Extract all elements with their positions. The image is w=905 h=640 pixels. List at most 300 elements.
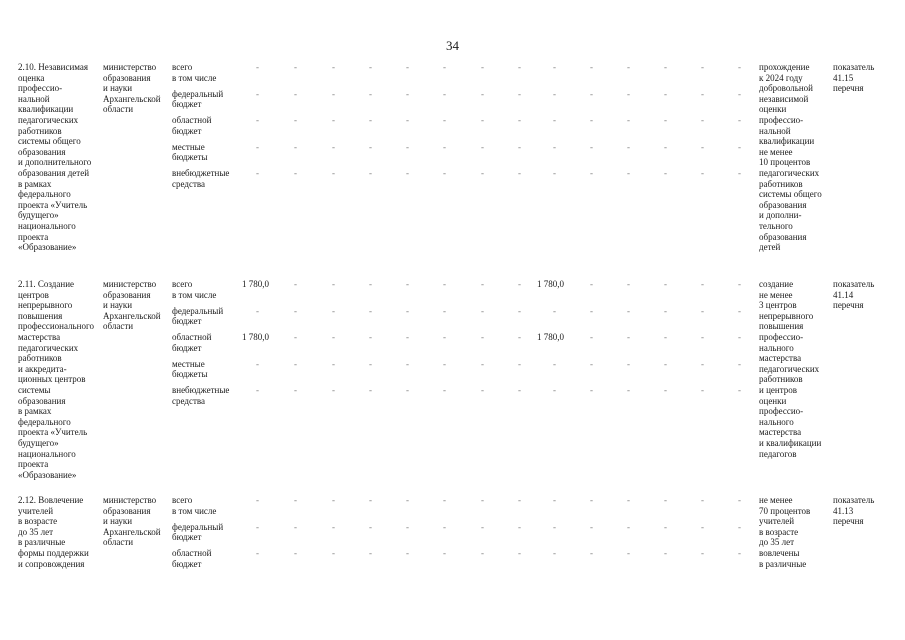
empty-amount-cell: - xyxy=(406,385,409,395)
empty-amount-cell: - xyxy=(553,385,556,395)
empty-amount-cell: - xyxy=(443,62,446,72)
empty-amount-cell: - xyxy=(332,385,335,395)
empty-amount-cell: - xyxy=(294,305,297,316)
funding-source-label-line: в том числе xyxy=(172,72,217,83)
empty-amount-cell: - xyxy=(664,62,667,72)
empty-amount-cell: - xyxy=(294,279,297,289)
funding-source-label-line: областной xyxy=(172,332,212,342)
event-name-line: 2.12. Вовлечение xyxy=(18,495,84,505)
empty-amount-cell: - xyxy=(481,305,484,316)
result-line: детей xyxy=(759,242,781,253)
empty-amount-cell: - xyxy=(590,495,593,505)
indicator-ref xyxy=(833,279,893,311)
result-line: образования xyxy=(759,199,807,210)
result-line: и дополни- xyxy=(759,210,802,221)
empty-amount-cell: - xyxy=(256,521,259,532)
empty-amount-cell: - xyxy=(332,62,335,72)
empty-amount-cell: - xyxy=(443,88,446,99)
empty-amount-cell: - xyxy=(553,141,556,152)
funding-source-label-line: бюджет xyxy=(172,316,202,327)
funding-source-label-line: бюджет xyxy=(172,342,202,353)
empty-amount-cell: - xyxy=(553,358,556,369)
amount-cell: 1 780,0 xyxy=(242,279,269,289)
result-line: нальной xyxy=(759,125,791,136)
funding-source-label-line: внебюджетные xyxy=(172,168,230,178)
empty-amount-cell: - xyxy=(738,141,741,152)
empty-amount-cell: - xyxy=(294,358,297,369)
event-name-line: 2.10. Независимая xyxy=(18,62,89,72)
result-line: педагогических xyxy=(759,167,820,178)
result-line: 3 центров xyxy=(759,300,797,311)
funding-source-label xyxy=(172,279,238,300)
event-name-line: профессионального xyxy=(18,321,94,332)
empty-amount-cell: - xyxy=(664,548,667,558)
funding-source-label xyxy=(172,306,238,327)
result-line: 70 процентов xyxy=(759,505,811,516)
empty-amount-cell: - xyxy=(256,62,259,72)
empty-amount-cell: - xyxy=(481,62,484,72)
funding-source-label-line: бюджет xyxy=(172,125,202,136)
result-line: педагогов xyxy=(759,448,797,459)
empty-amount-cell: - xyxy=(627,548,630,558)
empty-amount-cell: - xyxy=(332,332,335,342)
empty-amount-cell: - xyxy=(627,88,630,99)
result-line: создание xyxy=(759,279,794,289)
funding-source-label xyxy=(172,115,238,136)
result-line: мастерства xyxy=(759,353,802,364)
empty-amount-cell: - xyxy=(664,521,667,532)
funding-source-label-line: бюджет xyxy=(172,532,202,543)
empty-amount-cell: - xyxy=(518,168,521,178)
event-name-line: работников xyxy=(18,125,62,136)
event-name-line: нальной xyxy=(18,93,50,104)
empty-amount-cell: - xyxy=(518,385,521,395)
funding-source-label-line: областной xyxy=(172,115,212,125)
empty-amount-cell: - xyxy=(256,88,259,99)
empty-amount-cell: - xyxy=(590,358,593,369)
empty-amount-cell: - xyxy=(443,358,446,369)
event-name-line: «Образование» xyxy=(18,242,77,253)
empty-amount-cell: - xyxy=(627,279,630,289)
event-name-line: непрерывного xyxy=(18,300,73,311)
empty-amount-cell: - xyxy=(443,115,446,125)
empty-amount-cell: - xyxy=(481,495,484,505)
empty-amount-cell: - xyxy=(481,385,484,395)
funding-source-label-line: бюджеты xyxy=(172,152,208,163)
empty-amount-cell: - xyxy=(664,168,667,178)
empty-amount-cell: - xyxy=(443,168,446,178)
empty-amount-cell: - xyxy=(738,548,741,558)
executor-line: образования xyxy=(103,505,151,516)
event-name-line: ционных центров xyxy=(18,374,86,385)
event-name-line: «Образование» xyxy=(18,469,77,480)
empty-amount-cell: - xyxy=(553,521,556,532)
empty-amount-cell: - xyxy=(256,168,259,178)
event-name-line: национального xyxy=(18,448,76,459)
empty-amount-cell: - xyxy=(738,521,741,532)
empty-amount-cell: - xyxy=(627,495,630,505)
indicator-line: перечня xyxy=(833,300,864,311)
empty-amount-cell: - xyxy=(332,548,335,558)
event-name-line: и дополнительного xyxy=(18,157,92,168)
event-name-line: федерального xyxy=(18,416,71,427)
funding-source-label xyxy=(172,359,238,380)
expected-result xyxy=(759,495,831,569)
empty-amount-cell: - xyxy=(406,115,409,125)
funding-source-label-line: средства xyxy=(172,395,206,406)
funding-source-label xyxy=(172,522,238,543)
empty-amount-cell: - xyxy=(701,305,704,316)
empty-amount-cell: - xyxy=(294,115,297,125)
result-line: непрерывного xyxy=(759,310,814,321)
funding-source-label xyxy=(172,548,238,569)
empty-amount-cell: - xyxy=(590,305,593,316)
funding-source-label-line: областной xyxy=(172,548,212,558)
empty-amount-cell: - xyxy=(701,168,704,178)
empty-amount-cell: - xyxy=(294,62,297,72)
funding-source-label-line: бюджет xyxy=(172,99,202,110)
empty-amount-cell: - xyxy=(553,168,556,178)
empty-amount-cell: - xyxy=(701,88,704,99)
funding-source-label xyxy=(172,332,238,353)
indicator-line: 41.15 xyxy=(833,72,854,83)
empty-amount-cell: - xyxy=(627,168,630,178)
result-line: профессио- xyxy=(759,331,804,342)
empty-amount-cell: - xyxy=(294,332,297,342)
empty-amount-cell: - xyxy=(701,548,704,558)
empty-amount-cell: - xyxy=(443,279,446,289)
executor-line: министерство xyxy=(103,279,157,289)
indicator-line: 41.14 xyxy=(833,289,854,300)
event-name-line: профессио- xyxy=(18,83,63,94)
empty-amount-cell: - xyxy=(627,115,630,125)
empty-amount-cell: - xyxy=(701,332,704,342)
empty-amount-cell: - xyxy=(701,521,704,532)
event-name-line: в рамках xyxy=(18,178,52,189)
event-name-line: системы xyxy=(18,384,51,395)
empty-amount-cell: - xyxy=(332,358,335,369)
executor-line: Архангельской xyxy=(103,93,161,104)
empty-amount-cell: - xyxy=(590,115,593,125)
empty-amount-cell: - xyxy=(518,495,521,505)
result-line: к 2024 году xyxy=(759,72,803,83)
result-line: работников xyxy=(759,374,803,385)
empty-amount-cell: - xyxy=(406,141,409,152)
empty-amount-cell: - xyxy=(294,141,297,152)
empty-amount-cell: - xyxy=(332,115,335,125)
empty-amount-cell: - xyxy=(406,521,409,532)
empty-amount-cell: - xyxy=(481,548,484,558)
empty-amount-cell: - xyxy=(256,305,259,316)
result-line: оценки xyxy=(759,104,787,115)
event-name-line: 2.11. Создание xyxy=(18,279,75,289)
result-line: не менее xyxy=(759,289,793,300)
empty-amount-cell: - xyxy=(369,168,372,178)
event-name xyxy=(18,279,102,480)
empty-amount-cell: - xyxy=(738,168,741,178)
empty-amount-cell: - xyxy=(332,168,335,178)
empty-amount-cell: - xyxy=(256,115,259,125)
empty-amount-cell: - xyxy=(518,115,521,125)
empty-amount-cell: - xyxy=(590,168,593,178)
empty-amount-cell: - xyxy=(369,305,372,316)
empty-amount-cell: - xyxy=(294,495,297,505)
funding-source-label xyxy=(172,62,238,83)
empty-amount-cell: - xyxy=(443,332,446,342)
empty-amount-cell: - xyxy=(627,521,630,532)
funding-source-label xyxy=(172,385,238,406)
empty-amount-cell: - xyxy=(443,521,446,532)
empty-amount-cell: - xyxy=(406,358,409,369)
empty-amount-cell: - xyxy=(332,141,335,152)
event-name-line: проекта «Учитель xyxy=(18,427,88,438)
indicator-ref xyxy=(833,495,893,527)
empty-amount-cell: - xyxy=(294,385,297,395)
empty-amount-cell: - xyxy=(664,358,667,369)
executor-line: образования xyxy=(103,289,151,300)
result-line: системы общего xyxy=(759,189,822,200)
empty-amount-cell: - xyxy=(369,385,372,395)
empty-amount-cell: - xyxy=(332,495,335,505)
empty-amount-cell: - xyxy=(481,279,484,289)
empty-amount-cell: - xyxy=(664,305,667,316)
empty-amount-cell: - xyxy=(518,88,521,99)
empty-amount-cell: - xyxy=(701,495,704,505)
empty-amount-cell: - xyxy=(627,141,630,152)
result-line: мастерства xyxy=(759,427,802,438)
empty-amount-cell: - xyxy=(518,62,521,72)
empty-amount-cell: - xyxy=(553,115,556,125)
event-name-line: будущего» xyxy=(18,437,59,448)
executor-line: области xyxy=(103,321,134,332)
event-name-line: образования детей xyxy=(18,167,90,178)
executor-line: образования xyxy=(103,72,151,83)
result-line: профессио- xyxy=(759,114,804,125)
event-name-line: и сопровождения xyxy=(18,558,85,569)
event-name-line: работников xyxy=(18,353,62,364)
empty-amount-cell: - xyxy=(627,305,630,316)
empty-amount-cell: - xyxy=(443,385,446,395)
funding-source-label xyxy=(172,89,238,110)
funding-source-label-line: в том числе xyxy=(172,289,217,300)
empty-amount-cell: - xyxy=(369,358,372,369)
empty-amount-cell: - xyxy=(590,279,593,289)
result-line: до 35 лет xyxy=(759,537,794,548)
empty-amount-cell: - xyxy=(627,358,630,369)
funding-source-label-line: в том числе xyxy=(172,505,217,516)
funding-source-label-line: бюджет xyxy=(172,558,202,569)
result-line: квалификации xyxy=(759,136,815,147)
result-line: и центров xyxy=(759,384,797,395)
empty-amount-cell: - xyxy=(664,495,667,505)
executor-line: министерство xyxy=(103,62,157,72)
empty-amount-cell: - xyxy=(256,141,259,152)
indicator-line: перечня xyxy=(833,83,864,94)
result-line: профессио- xyxy=(759,406,804,417)
empty-amount-cell: - xyxy=(701,385,704,395)
result-line: прохождение xyxy=(759,62,810,72)
funding-source-label-line: всего xyxy=(172,495,193,505)
event-name-line: педагогических xyxy=(18,114,79,125)
empty-amount-cell: - xyxy=(701,62,704,72)
executor xyxy=(103,495,171,548)
empty-amount-cell: - xyxy=(481,332,484,342)
indicator-line: показатель xyxy=(833,62,875,72)
empty-amount-cell: - xyxy=(256,385,259,395)
result-line: работников xyxy=(759,178,803,189)
empty-amount-cell: - xyxy=(369,521,372,532)
expected-result xyxy=(759,279,831,459)
empty-amount-cell: - xyxy=(406,88,409,99)
empty-amount-cell: - xyxy=(738,332,741,342)
result-line: педагогических xyxy=(759,363,820,374)
result-line: не менее xyxy=(759,146,793,157)
result-line: добровольной xyxy=(759,83,813,94)
funding-source-label-line: бюджеты xyxy=(172,369,208,380)
event-name-line: будущего» xyxy=(18,210,59,221)
empty-amount-cell: - xyxy=(553,62,556,72)
funding-source-label xyxy=(172,142,238,163)
funding-source-label-line: федеральный xyxy=(172,521,224,532)
event-name-line: национального xyxy=(18,220,76,231)
result-line: образования xyxy=(759,231,807,242)
event-name-line: в возрасте xyxy=(18,516,58,527)
empty-amount-cell: - xyxy=(664,332,667,342)
empty-amount-cell: - xyxy=(664,279,667,289)
empty-amount-cell: - xyxy=(518,141,521,152)
empty-amount-cell: - xyxy=(481,141,484,152)
event-name-line: оценка xyxy=(18,72,45,83)
empty-amount-cell: - xyxy=(481,88,484,99)
executor-line: Архангельской xyxy=(103,310,161,321)
indicator-line: показатель xyxy=(833,495,875,505)
empty-amount-cell: - xyxy=(553,305,556,316)
funding-source-label-line: всего xyxy=(172,62,193,72)
result-line: тельного xyxy=(759,220,793,231)
result-line: 10 процентов xyxy=(759,157,811,168)
empty-amount-cell: - xyxy=(369,279,372,289)
funding-source-label-line: федеральный xyxy=(172,305,224,316)
empty-amount-cell: - xyxy=(256,548,259,558)
expected-result xyxy=(759,62,831,253)
result-line: нального xyxy=(759,416,794,427)
empty-amount-cell: - xyxy=(590,385,593,395)
empty-amount-cell: - xyxy=(406,168,409,178)
empty-amount-cell: - xyxy=(553,88,556,99)
event-name-line: центров xyxy=(18,289,49,300)
empty-amount-cell: - xyxy=(553,548,556,558)
event-name-line: до 35 лет xyxy=(18,526,53,537)
empty-amount-cell: - xyxy=(518,548,521,558)
empty-amount-cell: - xyxy=(369,88,372,99)
event-name-line: федерального xyxy=(18,189,71,200)
empty-amount-cell: - xyxy=(701,358,704,369)
indicator-line: показатель xyxy=(833,279,875,289)
empty-amount-cell: - xyxy=(590,88,593,99)
empty-amount-cell: - xyxy=(590,62,593,72)
empty-amount-cell: - xyxy=(701,279,704,289)
empty-amount-cell: - xyxy=(406,495,409,505)
result-line: вовлечены xyxy=(759,547,800,558)
empty-amount-cell: - xyxy=(294,548,297,558)
empty-amount-cell: - xyxy=(332,88,335,99)
event-name-line: проекта xyxy=(18,459,49,470)
result-line: оценки xyxy=(759,395,787,406)
empty-amount-cell: - xyxy=(664,385,667,395)
empty-amount-cell: - xyxy=(406,332,409,342)
event-name-line: и аккредита- xyxy=(18,363,67,374)
event-name-line: в различные xyxy=(18,537,66,548)
event-name xyxy=(18,62,102,253)
empty-amount-cell: - xyxy=(332,305,335,316)
empty-amount-cell: - xyxy=(369,141,372,152)
empty-amount-cell: - xyxy=(738,62,741,72)
empty-amount-cell: - xyxy=(294,521,297,532)
executor-line: и науки xyxy=(103,83,133,94)
funding-source-label-line: всего xyxy=(172,279,193,289)
empty-amount-cell: - xyxy=(701,115,704,125)
executor-line: и науки xyxy=(103,300,133,311)
event-name xyxy=(18,495,102,569)
empty-amount-cell: - xyxy=(332,279,335,289)
result-line: учителей xyxy=(759,516,795,527)
empty-amount-cell: - xyxy=(481,115,484,125)
event-name-line: проекта xyxy=(18,231,49,242)
empty-amount-cell: - xyxy=(553,495,556,505)
empty-amount-cell: - xyxy=(518,279,521,289)
empty-amount-cell: - xyxy=(443,141,446,152)
empty-amount-cell: - xyxy=(256,495,259,505)
empty-amount-cell: - xyxy=(701,141,704,152)
empty-amount-cell: - xyxy=(369,115,372,125)
result-line: независимой xyxy=(759,93,809,104)
event-name-line: учителей xyxy=(18,505,54,516)
empty-amount-cell: - xyxy=(664,115,667,125)
empty-amount-cell: - xyxy=(518,305,521,316)
event-name-line: образования xyxy=(18,395,66,406)
funding-source-label xyxy=(172,495,238,516)
empty-amount-cell: - xyxy=(406,279,409,289)
funding-source-label-line: федеральный xyxy=(172,88,224,99)
empty-amount-cell: - xyxy=(369,62,372,72)
empty-amount-cell: - xyxy=(406,548,409,558)
executor-line: и науки xyxy=(103,516,133,527)
amount-cell: 1 780,0 xyxy=(537,279,564,289)
empty-amount-cell: - xyxy=(294,88,297,99)
empty-amount-cell: - xyxy=(518,332,521,342)
funding-source-label-line: местные xyxy=(172,141,205,152)
event-name-line: квалификации xyxy=(18,104,74,115)
empty-amount-cell: - xyxy=(406,62,409,72)
empty-amount-cell: - xyxy=(481,521,484,532)
empty-amount-cell: - xyxy=(627,385,630,395)
funding-source-label-line: внебюджетные xyxy=(172,385,230,395)
empty-amount-cell: - xyxy=(738,305,741,316)
result-line: в возрасте xyxy=(759,526,799,537)
executor-line: Архангельской xyxy=(103,526,161,537)
empty-amount-cell: - xyxy=(332,521,335,532)
executor xyxy=(103,279,171,332)
empty-amount-cell: - xyxy=(664,88,667,99)
empty-amount-cell: - xyxy=(738,115,741,125)
empty-amount-cell: - xyxy=(590,332,593,342)
event-name-line: мастерства xyxy=(18,331,61,342)
empty-amount-cell: - xyxy=(590,548,593,558)
empty-amount-cell: - xyxy=(664,141,667,152)
amount-cell: 1 780,0 xyxy=(537,332,564,342)
empty-amount-cell: - xyxy=(294,168,297,178)
empty-amount-cell: - xyxy=(738,385,741,395)
